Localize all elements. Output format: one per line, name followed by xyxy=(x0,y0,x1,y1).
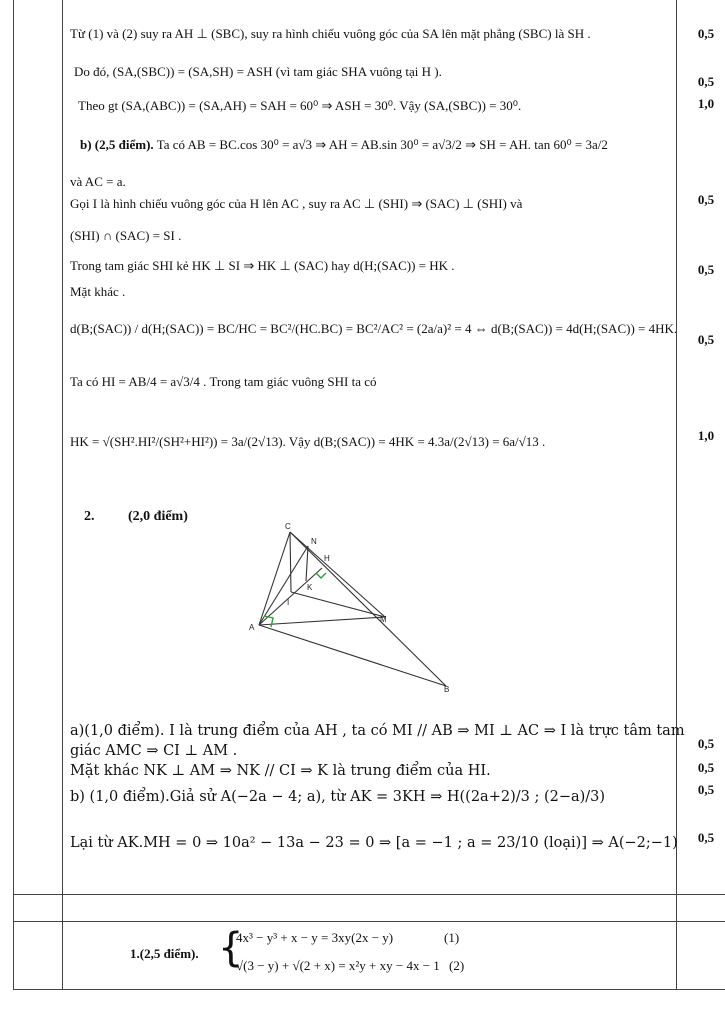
point-label-A: A xyxy=(249,623,255,632)
segment-AM xyxy=(259,617,385,625)
segment-AN xyxy=(259,546,308,625)
geometry-figure xyxy=(240,518,470,698)
point-label-I: I xyxy=(287,598,290,607)
equation-1-tag: (1) xyxy=(444,930,460,945)
solution-line: b) (1,0 điểm).Giả sử A(−2a − 4; a), từ AK = 3KH ⇒ H((2a+2)/3 ; (2−a)/3) xyxy=(70,789,606,805)
question-points: (2,0 điểm) xyxy=(128,509,188,524)
score: 1,0 xyxy=(697,428,715,443)
segment-AB xyxy=(259,625,446,686)
score: 0,5 xyxy=(697,262,715,277)
solution-line: Gọi I là hình chiếu vuông góc của H lên AC , suy ra AC ⊥ (SHI) ⇒ (SAC) ⊥ (SHI) và xyxy=(70,196,523,211)
point-label-B: B xyxy=(444,685,450,694)
solution-line: d(B;(SAC)) / d(H;(SAC)) = BC/HC = BC²/(HC.BC) = BC²/AC² = (2a/a)² = 4 ⇔ d(B;(SAC)) = 4d(H;(SAC)) = 4HK. xyxy=(70,321,678,336)
system-label: 1.(2,5 điểm). xyxy=(130,946,199,961)
score: 0,5 xyxy=(697,760,715,775)
table-column-divider-left xyxy=(62,0,63,990)
point-label-C: C xyxy=(285,522,291,531)
solution-line: (SHI) ∩ (SAC) = SI . xyxy=(70,228,182,243)
solution-line: Mặt khác . xyxy=(70,284,126,299)
solution-line: HK = √(SH².HI²/(SH²+HI²)) = 3a/(2√13). Vậy d(B;(SAC)) = 4HK = 4.3a/(2√13) = 6a/√13 . xyxy=(70,434,546,449)
solution-line: Do đó, (SA,(SBC)) = (SA,SH) = ASH (vì tam giác SHA vuông tại H ). xyxy=(74,64,442,79)
solution-line: Ta có HI = AB/4 = a√3/4 . Trong tam giác vuông SHI ta có xyxy=(70,374,377,389)
solution-line: Lại từ AK.MH = 0 ⇒ 10a² − 13a − 23 = 0 ⇒ [a = −1 ; a = 23/10 (loại)] ⇒ A(−2;−1) xyxy=(70,835,678,851)
equation-1: 4x³ − y³ + x − y = 3xy(2x − y) xyxy=(236,930,394,945)
segment-CI xyxy=(290,532,291,592)
solution-line: và AC = a. xyxy=(70,174,126,189)
solution-line: a)(1,0 điểm). I là trung điểm của AH , ta có MI // AB ⇒ MI ⊥ AC ⇒ I là trực tâm tam xyxy=(70,723,685,739)
equation-2: √(3 − y) + √(2 + x) = x²y + xy − 4x − 1 xyxy=(236,958,440,973)
table-row-divider xyxy=(13,894,725,895)
segment-NK xyxy=(306,546,308,581)
question-number: 2. xyxy=(84,509,95,524)
part-label: b) (2,5 điểm). xyxy=(80,137,154,152)
score: 0,5 xyxy=(697,782,715,797)
score: 1,0 xyxy=(697,96,715,111)
table-bottom-border xyxy=(13,989,725,990)
score: 0,5 xyxy=(697,192,715,207)
point-label-K: K xyxy=(307,583,313,592)
solution-line: Mặt khác NK ⊥ AM ⇒ NK // CI ⇒ K là trung điểm của HI. xyxy=(70,763,491,779)
solution-line xyxy=(80,137,608,153)
part-text: Ta có AB = BC.cos 30⁰ = a√3 ⇒ AH = AB.sin 30⁰ = a√3/2 ⇒ SH = AH. tan 60⁰ = 3a/2 xyxy=(156,137,608,152)
right-angle-mark-H xyxy=(316,573,326,578)
right-angle-mark-A xyxy=(264,616,273,627)
point-label-M: M xyxy=(380,615,387,624)
score: 0,5 xyxy=(697,74,715,89)
solution-line: Từ (1) và (2) suy ra AH ⊥ (SBC), suy ra hình chiếu vuông góc của SA lên mặt phẳng (SBC) là SH . xyxy=(70,26,591,41)
segment-CB xyxy=(290,532,446,686)
solution-line: giác AMC ⇒ CI ⊥ AM . xyxy=(70,743,238,759)
solution-line: Trong tam giác SHI kẻ HK ⊥ SI ⇒ HK ⊥ (SAC) hay d(H;(SAC)) = HK . xyxy=(70,258,455,273)
solution-line: Theo gt (SA,(ABC)) = (SA,AH) = SAH = 60⁰ ⇒ ASH = 30⁰. Vậy (SA,(SBC)) = 30⁰. xyxy=(78,98,522,113)
table-border-left xyxy=(13,0,14,990)
equation-2-tag: (2) xyxy=(449,958,465,973)
table-row-divider xyxy=(13,921,725,922)
score: 0,5 xyxy=(697,736,715,751)
system-brace: { xyxy=(218,925,244,971)
score: 0,5 xyxy=(697,26,715,41)
point-label-H: H xyxy=(324,554,330,563)
score: 0,5 xyxy=(697,830,715,845)
score: 0,5 xyxy=(697,332,715,347)
point-label-N: N xyxy=(311,537,317,546)
